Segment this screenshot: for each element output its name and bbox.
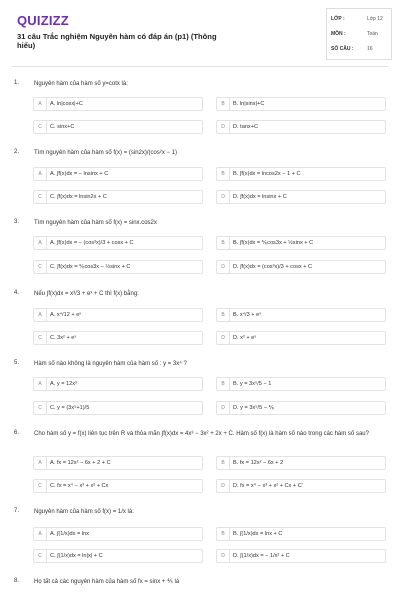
option-text: A. ln|cosx|+C <box>50 101 83 107</box>
option-a[interactable] <box>33 236 203 250</box>
quizizz-logo: QUIZIZZ <box>17 13 69 28</box>
option-d[interactable] <box>216 190 386 204</box>
option-letter: C <box>34 480 47 492</box>
option-letter: D <box>217 121 230 133</box>
meta-key: MÔN : <box>331 31 346 37</box>
option-text: D. ∫f(x)dx = (cos³x)/3 + cosx + C <box>233 264 313 270</box>
option-a[interactable] <box>33 308 203 322</box>
option-d[interactable] <box>216 401 386 415</box>
question-number: 6. <box>14 430 20 436</box>
question-number: 1. <box>14 80 20 86</box>
option-letter: D <box>217 191 230 203</box>
option-a[interactable] <box>33 527 203 541</box>
meta-row-count <box>327 41 391 56</box>
option-b[interactable] <box>216 308 386 322</box>
option-text: B. ∫f(x)dx = lncos2x − 1 + C <box>233 171 301 177</box>
question-number: 3. <box>14 219 20 225</box>
option-c[interactable] <box>33 401 203 415</box>
option-letter: A <box>34 98 47 110</box>
option-letter: B <box>217 528 230 540</box>
meta-key: SỐ CÂU : <box>331 46 354 52</box>
meta-value: Toán <box>367 31 378 37</box>
option-b[interactable] <box>216 236 386 250</box>
option-letter: B <box>217 237 230 249</box>
option-letter: D <box>217 261 230 273</box>
option-text: A. x⁴/12 + eˣ <box>50 312 82 318</box>
option-text: C. y = (3x⁵+1)/5 <box>50 405 90 411</box>
option-b[interactable] <box>216 377 386 391</box>
question-number: 7. <box>14 508 20 514</box>
option-a[interactable] <box>33 456 203 470</box>
option-d[interactable] <box>216 549 386 563</box>
option-letter: C <box>34 550 47 562</box>
question-number: 5. <box>14 360 20 366</box>
option-d[interactable] <box>216 331 386 345</box>
header-divider <box>12 66 388 67</box>
option-text: D. x² + eˣ <box>233 335 257 341</box>
document-header <box>0 0 400 68</box>
option-letter: A <box>34 378 47 390</box>
option-text: B. ∫f(x)dx = ⅙cos3x + ½sinx + C <box>233 240 314 246</box>
option-text: D. ∫f(x)dx = lnsinx + C <box>233 194 287 200</box>
option-text: D. ∫(1/x)dx = − 1/x² + C <box>233 553 290 559</box>
question-number: 4. <box>14 290 20 296</box>
option-text: B. x⁴/3 + eˣ <box>233 312 262 318</box>
option-letter: D <box>217 402 230 414</box>
option-c[interactable] <box>33 120 203 134</box>
option-text: A. ∫(1/x)dx = lnx <box>50 531 89 537</box>
option-text: C. fx = x⁴ − x³ + x² + Cx <box>50 483 109 489</box>
option-text: A. fx = 12x² − 6x + 2 + C <box>50 460 111 466</box>
meta-row-class <box>327 11 391 26</box>
option-letter: D <box>217 332 230 344</box>
option-text: B. ∫(1/x)dx = lnx + C <box>233 531 283 537</box>
option-text: C. ∫f(x)dx = lnsin2x + C <box>50 194 107 200</box>
option-letter: A <box>34 168 47 180</box>
option-letter: A <box>34 528 47 540</box>
question-text: Hàm số nào không là nguyên hàm của hàm số : y = 3x⁴ ? <box>34 361 187 367</box>
question-text: Nếu ∫f(x)dx = x³/3 + eˣ + C thì f(x) bằng: <box>34 291 139 297</box>
meta-value: Lớp 12 <box>367 16 383 22</box>
option-letter: A <box>34 309 47 321</box>
option-letter: B <box>217 457 230 469</box>
question-text: Tìm nguyên hàm của hàm số f(x) = (sin2x)/(cos²x − 1) <box>34 150 178 156</box>
question-number: 2. <box>14 149 20 155</box>
question-text: Tìm nguyên hàm của hàm số f(x) = sinx.cos2x <box>34 220 157 226</box>
option-letter: C <box>34 121 47 133</box>
meta-box <box>326 8 392 60</box>
option-text: D. tanx+C <box>233 124 259 130</box>
option-letter: C <box>34 191 47 203</box>
option-d[interactable] <box>216 479 386 493</box>
question-text: Nguyên hàm của hàm số y=cotx là: <box>34 81 128 87</box>
option-text: D. fx = x⁴ − x³ + x² + Cx + C' <box>233 483 303 489</box>
question-text: Họ tất cả các nguyên hàm của hàm số fx = sinx + ⅘ là <box>34 579 180 585</box>
option-b[interactable] <box>216 527 386 541</box>
option-text: A. y = 12x³ <box>50 381 77 387</box>
option-b[interactable] <box>216 456 386 470</box>
option-letter: D <box>217 480 230 492</box>
option-letter: B <box>217 98 230 110</box>
option-a[interactable] <box>33 97 203 111</box>
document-title: 31 câu Trắc nghiệm Nguyên hàm có đáp án (p1) (Thông hiểu) <box>17 32 217 50</box>
option-text: C. sinx+C <box>50 124 75 130</box>
question-text: Nguyên hàm của hàm số f(x) = 1/x là: <box>34 509 134 515</box>
option-a[interactable] <box>33 377 203 391</box>
option-text: A. ∫f(x)dx = − (cos³x)/3 + cosx + C <box>50 240 134 246</box>
question-text: Cho hàm số y = f(x) liên tục trên R và thỏa mãn ∫f(x)dx = 4x³ − 3x² + 2x + C. Hàm số f(x) là hàm số nào trong các hàm số sau? <box>34 431 369 437</box>
option-c[interactable] <box>33 260 203 274</box>
option-letter: C <box>34 261 47 273</box>
option-letter: B <box>217 309 230 321</box>
option-letter: B <box>217 168 230 180</box>
option-a[interactable] <box>33 167 203 181</box>
option-text: B. fx = 12x² − 6x + 2 <box>233 460 284 466</box>
meta-key: LỚP : <box>331 16 345 22</box>
option-d[interactable] <box>216 260 386 274</box>
option-text: B. ln|sinx|+C <box>233 101 265 107</box>
option-c[interactable] <box>33 479 203 493</box>
meta-value: 16 <box>367 46 373 52</box>
option-letter: C <box>34 402 47 414</box>
option-text: C. 3x² + eˣ <box>50 335 77 341</box>
option-text: D. y = 3x⁵/5 − ⅙ <box>233 405 275 411</box>
option-text: C. ∫(1/x)dx = ln|x| + C <box>50 553 103 559</box>
option-letter: D <box>217 550 230 562</box>
option-c[interactable] <box>33 331 203 345</box>
option-b[interactable] <box>216 167 386 181</box>
question-number: 8. <box>14 578 20 584</box>
option-letter: A <box>34 457 47 469</box>
option-text: B. y = 3x⁵/5 − 1 <box>233 381 272 387</box>
option-c[interactable] <box>33 549 203 563</box>
option-b[interactable] <box>216 97 386 111</box>
option-letter: C <box>34 332 47 344</box>
option-text: A. ∫f(x)dx = − lnsinx + C <box>50 171 109 177</box>
option-letter: B <box>217 378 230 390</box>
option-d[interactable] <box>216 120 386 134</box>
option-c[interactable] <box>33 190 203 204</box>
option-text: C. ∫f(x)dx = ⅙cos3x − ½sinx + C <box>50 264 131 270</box>
meta-row-subject <box>327 26 391 41</box>
option-letter: A <box>34 237 47 249</box>
